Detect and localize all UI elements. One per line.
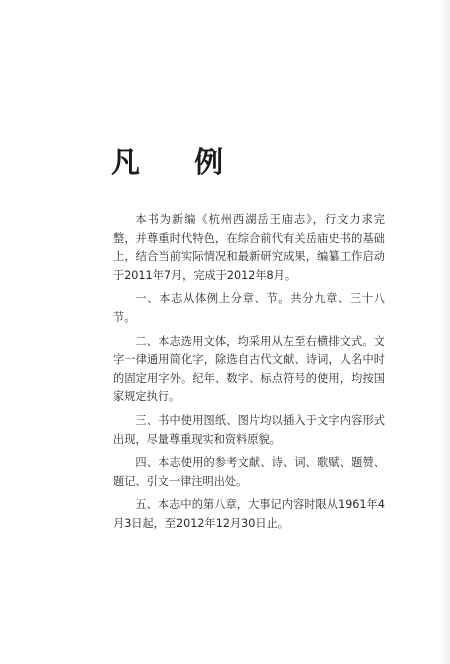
rule-paragraph-5: 五、本志中的第八章，大事记内容时限从1961年4月3日起，至2012年12月30日止。 bbox=[113, 498, 385, 530]
scan-edge bbox=[440, 0, 450, 664]
intro-paragraph: 本书为新编《杭州西湖岳王庙志》，行文力求完整，并尊重时代特色，在综合前代有关岳庙史书的基础上，结合当前实际情况和最新研究成果，编纂工作启动于2011年7月，完成于2012年8月。 bbox=[113, 213, 385, 282]
page-title: 凡 例 bbox=[111, 145, 246, 179]
rule-paragraph-4: 四、本志使用的参考文献、诗、词、歌赋、题赞、题记、引文一律注明出处。 bbox=[113, 456, 385, 488]
rule-paragraph-2: 二、本志选用文体，均采用从左至右横排文式。文字一律通用简化字，除选自古代文献、诗词，人名中时的固定用字外。纪年、数字、标点符号的使用，均按国家规定执行。 bbox=[113, 334, 385, 404]
rule-paragraph-3: 三、书中使用图纸、图片均以插入于文字内容形式出现，尽量尊重现实和资料原貌。 bbox=[113, 413, 385, 446]
body-text bbox=[113, 211, 385, 539]
rule-paragraph-1: 一、本志从体例上分章、节。共分九章、三十八节。 bbox=[113, 292, 385, 324]
